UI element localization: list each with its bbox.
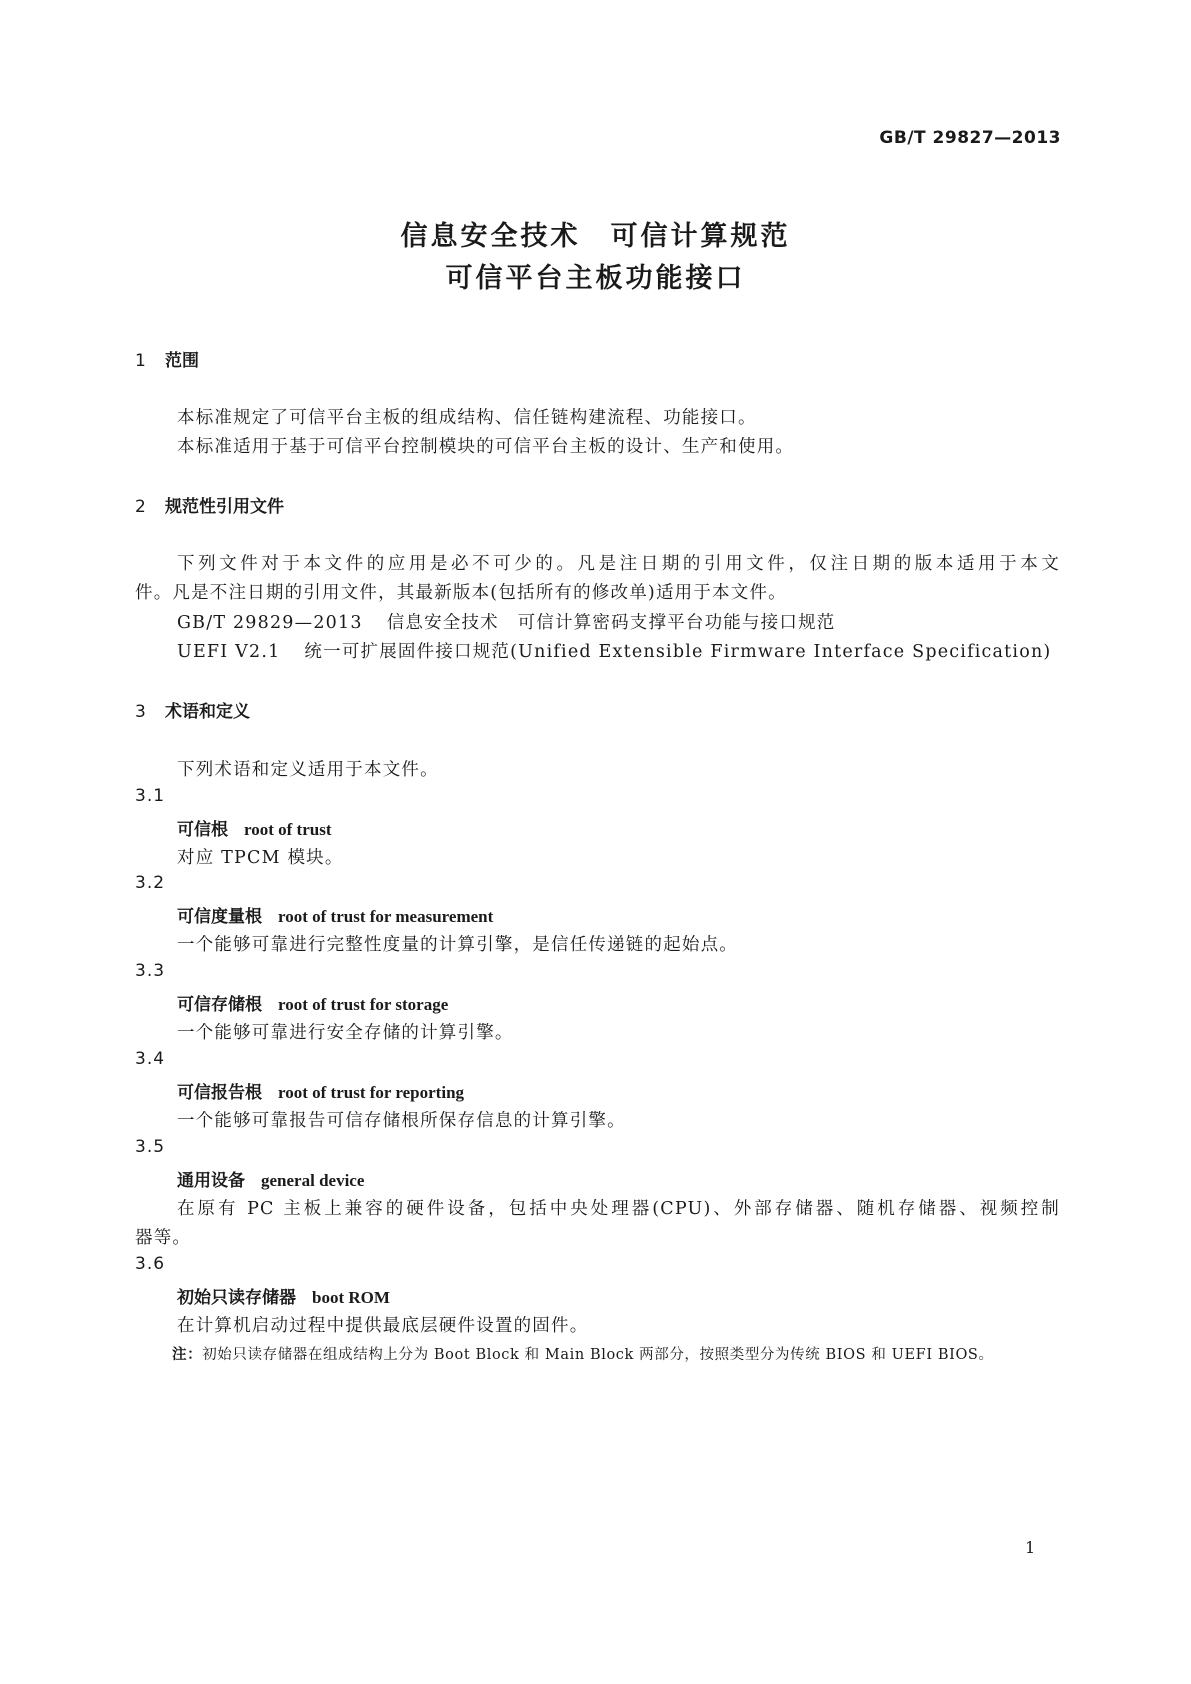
term-number: 3.6 — [135, 1254, 166, 1274]
reference-title: 统一可扩展固件接口规范(Unified Extensible Firmware Interface Specification) — [304, 642, 1052, 662]
section-2-heading — [135, 492, 284, 517]
term-definition-line-1: 在原有 PC 主板上兼容的硬件设备，包括中央处理器(CPU)、外部存储器、随机存储器、视频控制 — [177, 1199, 1060, 1219]
scope-paragraph-1: 本标准规定了可信平台主板的组成结构、信任链构建流程、功能接口。 — [177, 408, 757, 428]
term-heading — [177, 1078, 464, 1103]
section-title: 术语和定义 — [165, 702, 250, 722]
section-title: 范围 — [165, 351, 199, 371]
terms-intro: 下列术语和定义适用于本文件。 — [177, 760, 439, 780]
note-text: 初始只读存储器在组成结构上分为 Boot Block 和 Main Block 两部分，按照类型分为传统 BIOS 和 UEFI BIOS。 — [202, 1347, 994, 1363]
term-definition: 一个能够可靠进行安全存储的计算引擎。 — [177, 1023, 514, 1043]
title-line-2: 可信平台主板功能接口 — [445, 263, 746, 294]
section-number: 3 — [135, 702, 146, 722]
term-zh: 可信度量根 — [177, 907, 262, 927]
document-number: GB/T 29827—2013 — [879, 128, 1061, 148]
refs-intro-line-1: 下列文件对于本文件的应用是必不可少的。凡是注日期的引用文件，仅注日期的版本适用于本文 — [177, 554, 1060, 574]
section-number: 2 — [135, 497, 146, 517]
term-definition: 一个能够可靠报告可信存储根所保存信息的计算引擎。 — [177, 1111, 626, 1131]
section-number: 1 — [135, 351, 146, 371]
term-number: 3.4 — [135, 1049, 166, 1069]
term-en: root of trust for reporting — [278, 1083, 465, 1102]
term-en: root of trust for measurement — [278, 907, 494, 926]
term-heading — [177, 902, 493, 927]
term-number: 3.2 — [135, 873, 166, 893]
term-zh: 初始只读存储器 — [177, 1288, 296, 1308]
term-heading — [177, 1283, 390, 1308]
reference-item — [177, 609, 836, 634]
term-definition-line-2: 器等。 — [135, 1228, 192, 1248]
term-number: 3.1 — [135, 786, 166, 806]
term-zh: 可信根 — [177, 820, 228, 840]
reference-item — [177, 638, 1051, 663]
term-heading — [177, 1166, 364, 1191]
term-zh: 可信存储根 — [177, 995, 262, 1015]
term-zh: 可信报告根 — [177, 1083, 262, 1103]
term-en: root of trust — [244, 820, 332, 839]
term-en: general device — [261, 1171, 365, 1190]
term-definition: 对应 TPCM 模块。 — [177, 848, 344, 868]
scope-paragraph-2: 本标准适用于基于可信平台控制模块的可信平台主板的设计、生产和使用。 — [177, 437, 795, 457]
note — [172, 1343, 994, 1364]
refs-intro-line-2: 件。凡是不注日期的引用文件，其最新版本(包括所有的修改单)适用于本文件。 — [135, 583, 787, 603]
section-1-heading — [135, 346, 199, 371]
term-number: 3.3 — [135, 961, 166, 981]
reference-code: UEFI V2.1 — [177, 642, 281, 662]
term-definition: 一个能够可靠进行完整性度量的计算引擎，是信任传递链的起始点。 — [177, 935, 738, 955]
term-en: boot ROM — [312, 1288, 390, 1307]
section-title: 规范性引用文件 — [165, 497, 284, 517]
page-number: 1 — [1025, 1538, 1036, 1557]
title-line-1: 信息安全技术 可信计算规范 — [400, 221, 791, 252]
reference-code: GB/T 29829—2013 — [177, 613, 363, 633]
section-3-heading — [135, 697, 250, 722]
term-en: root of trust for storage — [278, 995, 449, 1014]
term-zh: 通用设备 — [177, 1171, 245, 1191]
term-definition: 在计算机启动过程中提供最底层硬件设置的固件。 — [177, 1316, 589, 1336]
term-number: 3.5 — [135, 1137, 166, 1157]
term-heading — [177, 815, 332, 840]
note-label: 注： — [172, 1347, 203, 1363]
reference-title: 信息安全技术 可信计算密码支撑平台功能与接口规范 — [386, 613, 836, 633]
term-heading — [177, 990, 448, 1015]
